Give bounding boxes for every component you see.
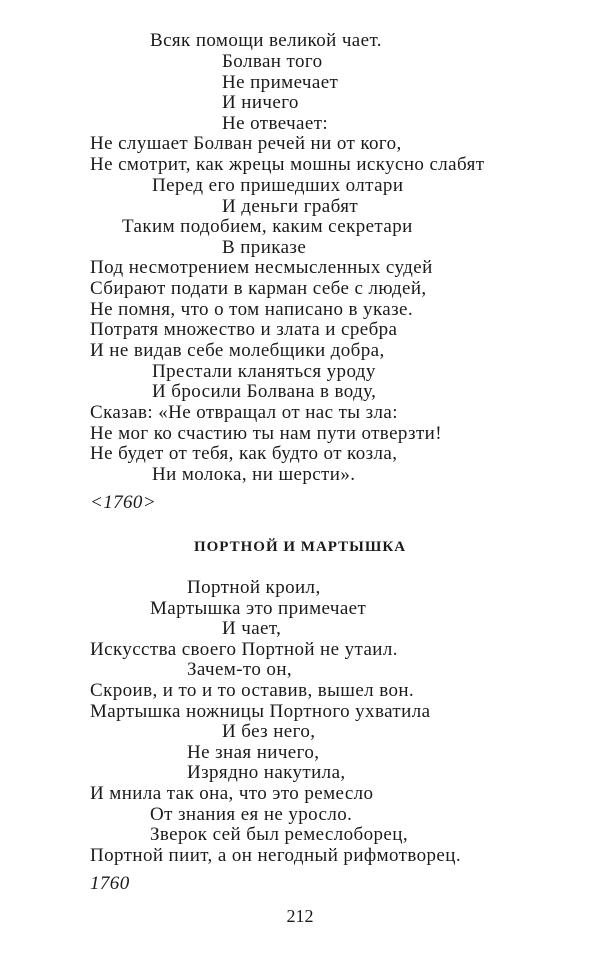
verse-line: И мнила так она, что это ремесло [90, 783, 374, 804]
verse-line: Перед его пришедших олтари [152, 175, 404, 196]
verse-line: Не смотрит, как жрецы мошны искусно слабят [90, 154, 485, 175]
verse-line: И деньги грабят [222, 196, 359, 217]
verse-line: Не слушает Болван речей ни от кого, [90, 133, 402, 154]
verse-line: Не зная ничего, [187, 742, 320, 763]
poem-date: <1760> [90, 492, 157, 513]
verse-line: Портной кроил, [187, 577, 321, 598]
verse-line: От знания ея не уросло. [150, 804, 353, 825]
verse-line: Всяк помощи великой чает. [150, 30, 382, 51]
verse-line: И чает, [222, 618, 282, 639]
verse-line: Таким подобием, каким секретари [122, 216, 413, 237]
verse-line: Портной пиит, а он негодный рифмотворец. [90, 845, 461, 866]
verse-line: Не отвечает: [222, 113, 329, 134]
verse-line: Потратя множество и злата и сребра [90, 319, 398, 340]
verse-line: Сказав: «Не отвращал от нас ты зла: [90, 402, 398, 423]
verse-line: Зачем-то он, [187, 659, 293, 680]
verse-line: Искусства своего Портной не утаил. [90, 639, 398, 660]
verse-line: Зверок сей был ремеслоборец, [150, 824, 408, 845]
verse-line: И не видав себе молебщики добра, [90, 340, 385, 361]
verse-line: Сбирают подати в карман себе с людей, [90, 278, 427, 299]
verse-line: Изрядно накутила, [187, 762, 346, 783]
verse-line: И без него, [222, 721, 316, 742]
verse-line: Престали кланяться уроду [152, 361, 376, 382]
poem-title: ПОРТНОЙ И МАРТЫШКА [193, 539, 407, 555]
verse-line: Мартышка это примечает [150, 598, 367, 619]
verse-line: И ничего [222, 92, 299, 113]
page-number: 212 [286, 906, 314, 926]
verse-line: В приказе [222, 237, 307, 258]
verse-line: Не примечает [222, 72, 339, 93]
verse-line: Ни молока, ни шерсти». [152, 464, 356, 485]
verse-line: Не помня, что о том написано в указе. [90, 299, 414, 320]
verse-line: Не будет от тебя, как будто от козла, [90, 443, 398, 464]
poem-date: 1760 [90, 873, 130, 894]
verse-line: Не мог ко счастию ты нам пути отверзти! [90, 423, 442, 444]
verse-line: Под несмотрением несмысленных судей [90, 257, 433, 278]
verse-line: Мартышка ножницы Портного ухватила [90, 701, 431, 722]
verse-line: Болван того [222, 51, 323, 72]
verse-line: И бросили Болвана в воду, [152, 381, 377, 402]
verse-line: Скроив, и то и то оставив, вышел вон. [90, 680, 415, 701]
